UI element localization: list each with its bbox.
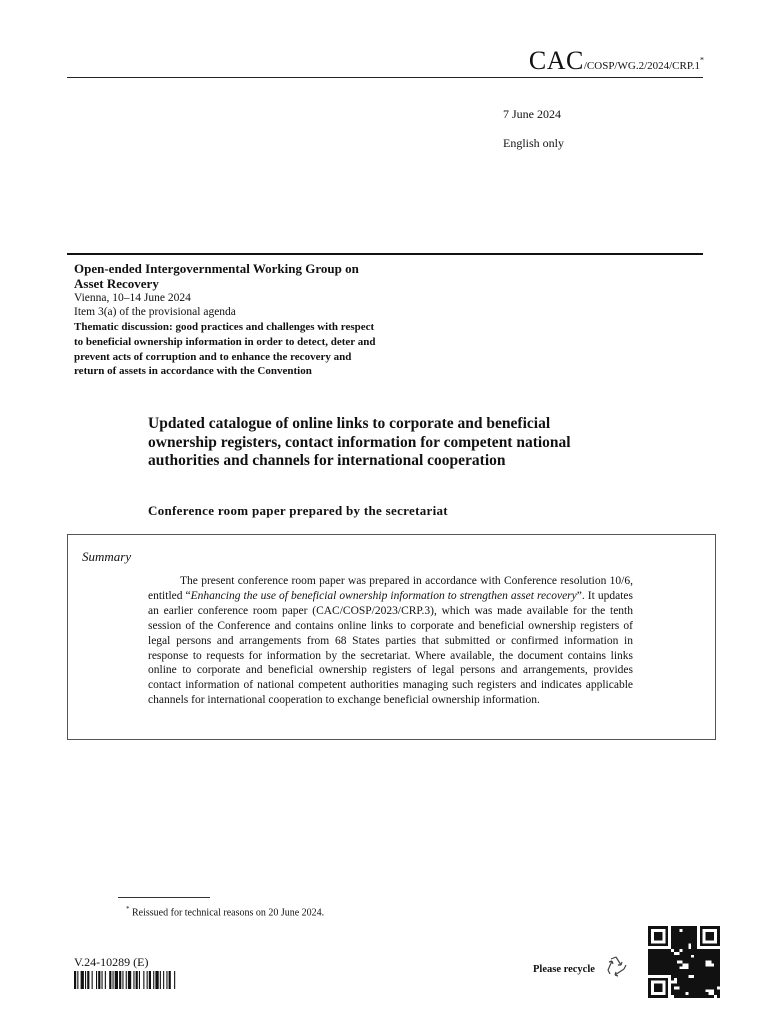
meeting-venue: Vienna, 10–14 June 2024 <box>74 292 191 304</box>
resolution-title: Enhancing the use of beneficial ownership information to strengthen asset recovery <box>190 589 577 602</box>
footnote <box>126 905 324 918</box>
footnote-mark: * <box>126 905 130 913</box>
barcode-icon <box>74 971 204 989</box>
document-symbol <box>529 46 704 76</box>
working-group-title: Open-ended Intergovernmental Working Group on Asset Recovery <box>74 261 359 291</box>
document-date: 7 June 2024 <box>503 107 561 121</box>
agenda-item: Item 3(a) of the provisional agenda <box>74 306 236 318</box>
summary-paragraph <box>148 574 633 708</box>
symbol-main: CAC <box>528 46 584 75</box>
thematic-discussion: Thematic discussion: good practices and challenges with respect to beneficial ownership information in order to detect, deter and prevent acts of corruption and to enhance the recovery and return of assets in accordance with the Convention <box>74 321 376 378</box>
footnote-text: Reissued for technical reasons on 20 June 2024. <box>132 907 325 919</box>
recycle-label: Please recycle <box>533 964 595 975</box>
summary-text-before: The present conference room paper was prepared in accordance with Conference resolution 10/6, entitled “ <box>148 575 633 602</box>
symbol-footnote-mark: * <box>700 55 704 65</box>
footnote-rule <box>118 897 210 898</box>
symbol-rest: /COSP/WG.2/2024/CRP.1 <box>583 60 700 72</box>
document-title: Updated catalogue of online links to corporate and beneficial ownership registers, contact information for competent national authorities and channels for international cooperation <box>148 415 571 469</box>
recycle-icon <box>604 955 628 977</box>
qr-code-icon <box>648 926 720 998</box>
summary-text <box>148 574 633 708</box>
section-rule <box>67 253 703 255</box>
document-subtitle: Conference room paper prepared by the secretariat <box>148 503 448 518</box>
language-note: English only <box>503 136 565 150</box>
summary-text-after: ”. It updates an earlier conference room paper (CAC/COSP/2023/CRP.3), which was made available for the tenth session of the Conference and contains online links to corporate and beneficial ownership registers of legal persons and arrangements from 68 States parties that submitted or confirmed information in response to requests for information by the secretariat. Where available, the document contains links online to corporate and beneficial ownership registers of legal persons and arrangements, provides contact information of national competent authorities managing such registers and indicates applicable channels for international cooperation to exchange beneficial ownership information. <box>148 589 634 707</box>
header-rule <box>67 77 703 78</box>
document-number: V.24-10289 (E) <box>74 955 149 969</box>
summary-heading: Summary <box>82 549 132 564</box>
